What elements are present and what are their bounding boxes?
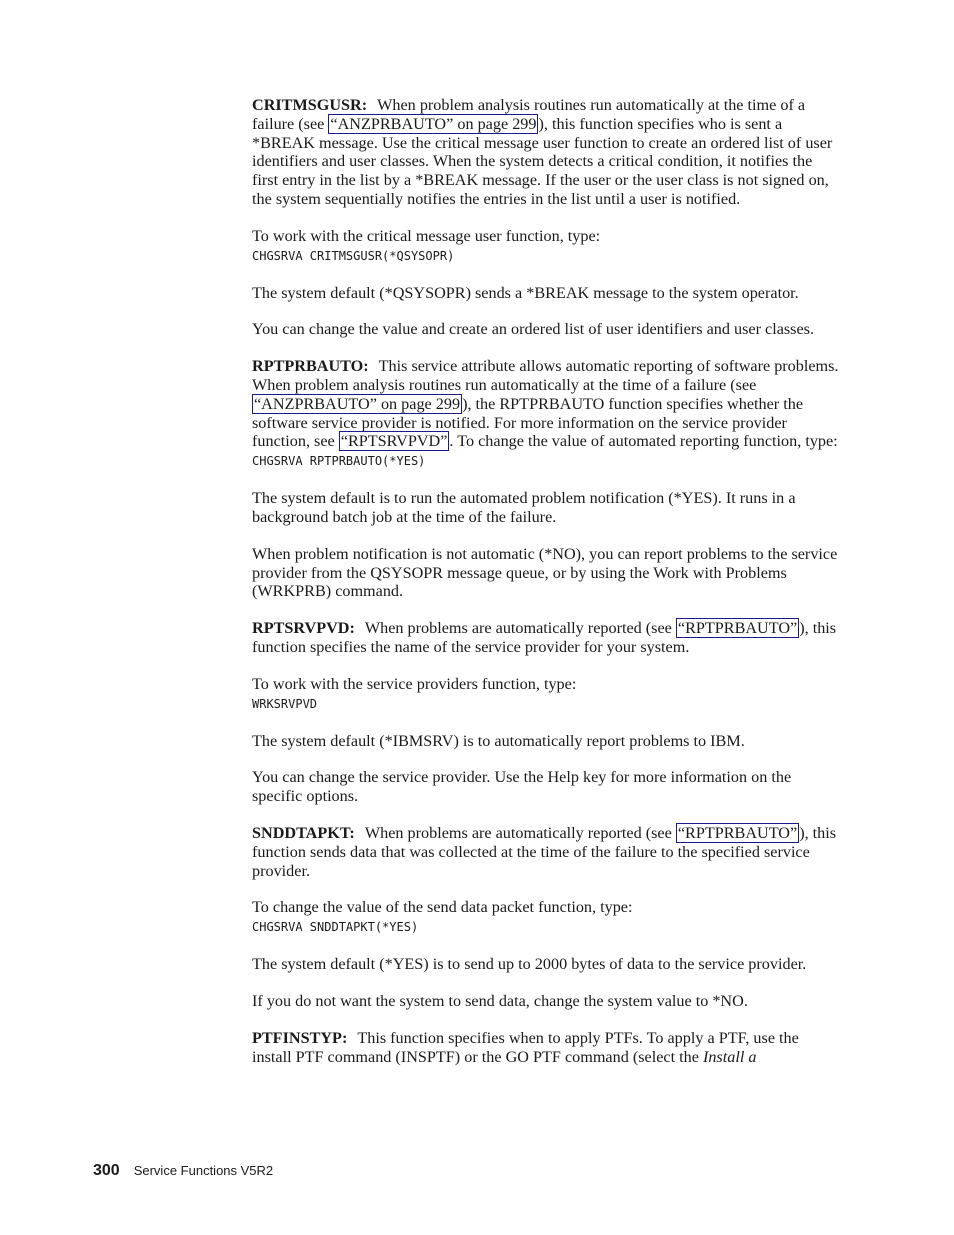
critmsgusr-command: CHGSRVA CRITMSGUSR(*QSYSOPR)	[252, 248, 455, 263]
rptprbauto-text-before: This service attribute allows automatic reporting of software problems. When problem analysis routines run automatically at the time of a failure (see	[252, 357, 839, 394]
ptfinstyp-paragraph	[252, 1029, 842, 1067]
rptsrvpvd-command: WRKSRVPVD	[252, 696, 318, 711]
rptprbauto-paragraph	[252, 357, 842, 451]
snddtapkt-default: The system default (*YES) is to send up to 2000 bytes of data to the service provider.	[252, 955, 807, 974]
rptprbauto-link[interactable]: “RPTPRBAUTO”	[677, 823, 798, 842]
snddtapkt-paragraph	[252, 824, 842, 880]
rptsrvpvd-text-before: When problems are automatically reported (see	[364, 619, 676, 638]
rptsrvpvd-cmd-intro: To work with the service providers function, type:	[252, 674, 577, 693]
rptprbauto-term: RPTPRBAUTO:	[252, 357, 369, 376]
snddtapkt-cmd-intro: To change the value of the send data packet function, type:	[252, 898, 633, 917]
rptsrvpvd-change: You can change the service provider. Use the Help key for more information on the specific options.	[252, 768, 792, 806]
rptprbauto-link[interactable]: “RPTPRBAUTO”	[677, 619, 798, 638]
rptprbauto-no: When problem notification is not automatic (*NO), you can report problems to the service provider from the QSYSOPR message queue, or by using the Work with Problems (WRKPRB) command.	[252, 544, 838, 601]
snddtapkt-no: If you do not want the system to send data, change the system value to *NO.	[252, 991, 748, 1010]
page-number: 300	[93, 1162, 120, 1179]
rptsrvpvd-default: The system default (*IBMSRV) is to automatically report problems to IBM.	[252, 731, 745, 750]
critmsgusr-text-before: When problem analysis routines run automatically at the time of a failure (see	[252, 96, 806, 133]
snddtapkt-command: CHGSRVA SNDDTAPKT(*YES)	[252, 920, 419, 935]
page-content	[252, 96, 842, 1084]
critmsgusr-change: You can change the value and create an ordered list of user identifiers and user classes.	[252, 320, 815, 339]
ptfinstyp-italic: Install a	[702, 1047, 757, 1066]
rptsrvpvd-term: RPTSRVPVD:	[252, 619, 355, 638]
snddtapkt-term: SNDDTAPKT:	[252, 823, 355, 842]
anzprbauto-link[interactable]: “ANZPRBAUTO” on page 299	[254, 394, 461, 413]
anzprbauto-link[interactable]: “ANZPRBAUTO” on page 299	[330, 114, 537, 133]
rptprbauto-command: CHGSRVA RPTPRBAUTO(*YES)	[252, 454, 426, 469]
rptprbauto-default: The system default is to run the automated problem notification (*YES). It runs in a background batch job at the time of the failure.	[252, 489, 796, 526]
critmsgusr-cmd-intro: To work with the critical message user function, type:	[252, 226, 601, 245]
ptfinstyp-text: This function specifies when to apply PTFs. To apply a PTF, use the install PTF command (INSPTF) or the GO PTF command (select the	[252, 1028, 799, 1066]
page-footer	[93, 1162, 273, 1180]
rptsrvpvd-text-after: ), this function specifies the name of the service provider for your system.	[252, 619, 837, 656]
critmsgusr-paragraph	[252, 96, 842, 209]
document-title: Service Functions V5R2	[133, 1163, 274, 1178]
rptprbauto-text-mid: ), the RPTPRBAUTO function specifies whether the software service provider is notified. For more information on the service provider function, see	[252, 394, 804, 451]
rptsrvpvd-link[interactable]: “RPTSRVPVD”	[340, 432, 448, 451]
rptprbauto-text-after: . To change the value of automated reporting function, type:	[449, 432, 838, 451]
snddtapkt-text-before: When problems are automatically reported (see	[364, 823, 676, 842]
ptfinstyp-term: PTFINSTYP:	[252, 1028, 348, 1047]
critmsgusr-term: CRITMSGUSR:	[252, 96, 368, 114]
rptsrvpvd-paragraph	[252, 619, 842, 657]
critmsgusr-text-after: ), this function specifies who is sent a *BREAK message. Use the critical message user function to create an ordered list of user identifiers and user classes. When the system detects a critical condition, it notifies the first entry in the list by a *BREAK message. If the user or the user class is not signed on, the system sequentially notifies the entries in the list until a user is notified.	[252, 114, 833, 208]
critmsgusr-default: The system default (*QSYSOPR) sends a *BREAK message to the system operator.	[252, 283, 799, 302]
snddtapkt-text-after: ), this function sends data that was collected at the time of the failure to the specified service provider.	[252, 823, 837, 880]
